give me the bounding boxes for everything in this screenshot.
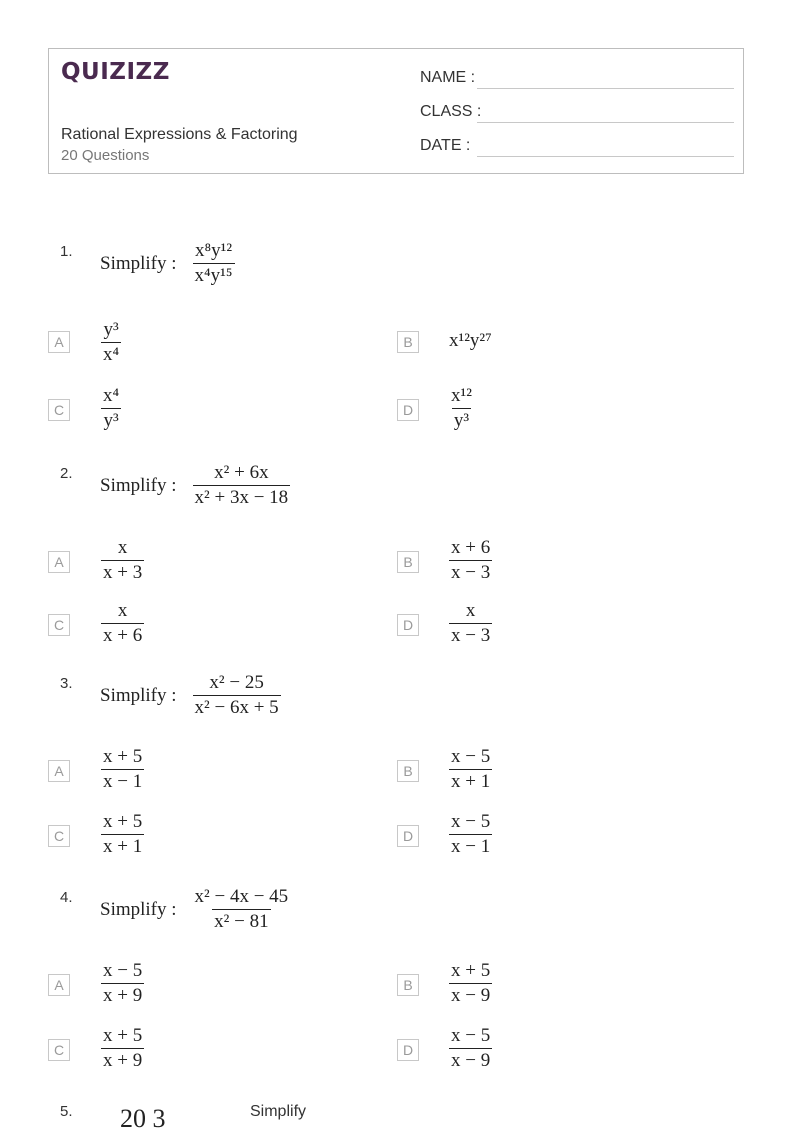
question-count: 20 Questions xyxy=(61,147,150,164)
option-a-math xyxy=(101,960,144,1007)
fraction-numerator: x − 5 xyxy=(103,960,143,981)
question-fraction xyxy=(193,886,291,933)
option-a-math xyxy=(101,746,144,793)
fraction-denominator: x − 3 xyxy=(451,562,491,583)
question-number: 2. xyxy=(60,465,73,482)
fraction-denominator: y³ xyxy=(103,410,119,431)
question-4-prompt xyxy=(100,886,290,933)
name-field[interactable] xyxy=(420,69,734,91)
option-d-math xyxy=(449,600,492,647)
date-field[interactable] xyxy=(420,137,734,159)
fraction-denominator: x + 1 xyxy=(103,836,143,857)
fraction-numerator: x¹² xyxy=(451,385,472,406)
fraction-denominator: x − 3 xyxy=(451,625,491,646)
question-number: 5. xyxy=(60,1103,73,1120)
option-c-box[interactable]: C xyxy=(48,614,70,636)
fraction-numerator: x + 5 xyxy=(103,811,143,832)
option-c-box[interactable]: C xyxy=(48,1039,70,1061)
fraction-numerator: x² + 6x xyxy=(214,462,269,483)
option-d-box[interactable]: D xyxy=(397,399,419,421)
fraction-denominator: x − 1 xyxy=(103,771,143,792)
fraction-numerator: x² − 4x − 45 xyxy=(194,886,289,907)
fraction-denominator: x⁴y¹⁵ xyxy=(194,265,233,286)
option-b-math: x¹²y²⁷ xyxy=(449,330,492,351)
class-line[interactable] xyxy=(477,122,734,123)
fraction-denominator: x² − 81 xyxy=(214,911,269,932)
option-b-box[interactable]: B xyxy=(397,551,419,573)
worksheet-header xyxy=(48,48,744,174)
quizizz-logo: QUIZIZZ xyxy=(61,59,170,85)
fraction-numerator: x − 5 xyxy=(451,811,491,832)
fraction-denominator: x − 9 xyxy=(451,985,491,1006)
fraction-denominator: x² + 3x − 18 xyxy=(194,487,289,508)
question-number: 3. xyxy=(60,675,73,692)
fraction-numerator: x − 5 xyxy=(451,1025,491,1046)
question-1-prompt xyxy=(100,240,235,287)
prompt-label: Simplify : xyxy=(100,684,177,706)
name-label: NAME : xyxy=(420,69,476,86)
fraction-denominator: x + 9 xyxy=(103,985,143,1006)
option-b-math xyxy=(449,746,492,793)
option-c-box[interactable]: C xyxy=(48,825,70,847)
prompt-label: Simplify : xyxy=(100,898,177,920)
fraction-denominator: x − 9 xyxy=(451,1050,491,1071)
option-d-box[interactable]: D xyxy=(397,825,419,847)
option-c-math xyxy=(101,385,121,432)
question-number: 4. xyxy=(60,889,73,906)
option-b-math xyxy=(449,960,492,1007)
option-d-math xyxy=(449,1025,492,1072)
class-field[interactable] xyxy=(420,103,734,125)
option-b-box[interactable]: B xyxy=(397,974,419,996)
option-a-box[interactable]: A xyxy=(48,760,70,782)
option-c-math xyxy=(101,1025,144,1072)
option-a-box[interactable]: A xyxy=(48,551,70,573)
option-a-box[interactable]: A xyxy=(48,974,70,996)
option-b-math xyxy=(449,537,492,584)
prompt-label: Simplify : xyxy=(100,252,177,274)
fraction-numerator: x⁴ xyxy=(103,385,120,406)
fraction-denominator: x + 9 xyxy=(103,1050,143,1071)
fraction-denominator: y³ xyxy=(453,410,470,431)
fraction-denominator: x + 6 xyxy=(103,625,143,646)
fraction-denominator: x² − 6x + 5 xyxy=(194,697,279,718)
fraction-denominator: x − 1 xyxy=(451,836,491,857)
fraction-numerator: x xyxy=(117,600,128,621)
fraction-denominator: x⁴ xyxy=(103,344,120,365)
option-c-math xyxy=(101,600,144,647)
fraction-numerator: x + 6 xyxy=(451,537,491,558)
worksheet-title: Rational Expressions & Factoring xyxy=(61,126,298,143)
fraction-numerator: x + 5 xyxy=(103,746,143,767)
date-label: DATE : xyxy=(420,137,471,154)
fraction-numerator: x² − 25 xyxy=(209,672,264,693)
option-a-math xyxy=(101,537,144,584)
question-5-math-partial: 20 3 xyxy=(120,1104,166,1133)
name-line[interactable] xyxy=(477,88,734,89)
option-b-box[interactable]: B xyxy=(397,331,419,353)
option-a-box[interactable]: A xyxy=(48,331,70,353)
fraction-numerator: x⁸y¹² xyxy=(195,240,233,261)
option-c-math xyxy=(101,811,144,858)
prompt-label: Simplify : xyxy=(100,474,177,496)
question-3-prompt xyxy=(100,672,281,719)
fraction-numerator: x xyxy=(117,537,128,558)
question-number: 1. xyxy=(60,243,73,260)
option-c-box[interactable]: C xyxy=(48,399,70,421)
question-fraction xyxy=(193,672,281,719)
option-d-box[interactable]: D xyxy=(397,1039,419,1061)
option-b-box[interactable]: B xyxy=(397,760,419,782)
question-2-prompt xyxy=(100,462,290,509)
fraction-numerator: x xyxy=(465,600,476,621)
fraction-numerator: x + 5 xyxy=(451,960,491,981)
option-d-math xyxy=(449,385,474,432)
class-label: CLASS : xyxy=(420,103,482,120)
date-line[interactable] xyxy=(477,156,734,157)
fraction-denominator: x + 3 xyxy=(103,562,143,583)
fraction-numerator: x − 5 xyxy=(451,746,491,767)
question-5-label: Simplify xyxy=(250,1103,307,1120)
fraction-numerator: y³ xyxy=(103,319,119,340)
question-fraction xyxy=(193,462,291,509)
question-fraction xyxy=(193,240,235,287)
fraction-denominator: x + 1 xyxy=(451,771,491,792)
option-a-math xyxy=(101,319,121,366)
option-d-math xyxy=(449,811,492,858)
option-d-box[interactable]: D xyxy=(397,614,419,636)
fraction-numerator: x + 5 xyxy=(103,1025,143,1046)
